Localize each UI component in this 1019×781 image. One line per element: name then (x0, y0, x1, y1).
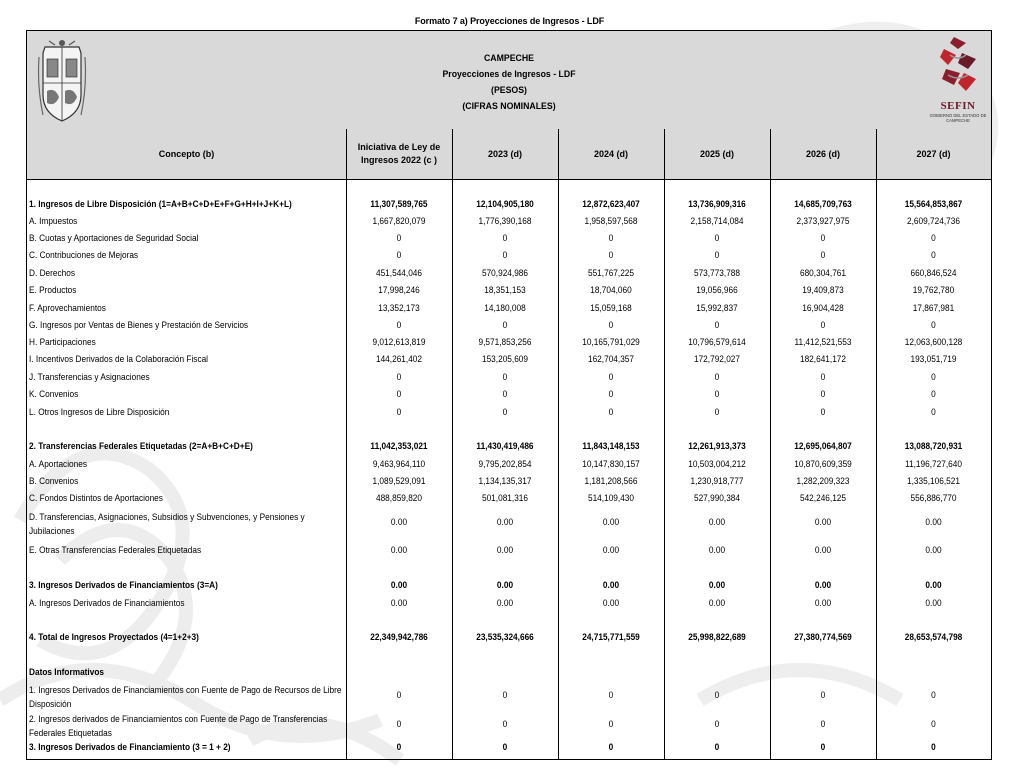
row-value: 2,609,724,736 (907, 216, 960, 226)
row-value: 12,695,064,807 (794, 441, 852, 451)
row-value: 0 (714, 233, 720, 243)
row-value: 0 (396, 407, 402, 417)
row-label: 1. Ingresos Derivados de Financiamientos con Fuente de Pago de Recursos de Libre Disposición (29, 685, 342, 709)
row-label: F. Aprovechamientos (29, 303, 106, 313)
row-value: 0 (820, 372, 826, 382)
row-label: C. Fondos Distintos de Aportaciones (29, 493, 163, 503)
row-value: 0 (820, 389, 826, 399)
row-value: 0 (502, 372, 508, 382)
row-value: 2,158,714,084 (690, 216, 744, 226)
row-label: B. Cuotas y Aportaciones de Seguridad Social (29, 233, 199, 243)
row-value: 9,012,613,819 (372, 337, 426, 347)
row-label: A. Impuestos (29, 216, 78, 226)
heading-report-name: Proyecciones de Ingresos - LDF (442, 69, 576, 80)
row-label: E. Productos (29, 285, 77, 295)
row-value: 22,349,942,786 (370, 632, 428, 642)
row-value: 18,704,060 (590, 285, 632, 295)
row-label: J. Transferencias y Asignaciones (29, 372, 150, 382)
row-value: 0.00 (602, 517, 620, 527)
row-label: 3. Ingresos Derivados de Financiamientos (3=A) (29, 580, 218, 590)
row-value: 9,571,853,256 (478, 337, 532, 347)
row-value: 28,653,574,798 (904, 632, 963, 642)
row-value: 0.00 (708, 545, 726, 555)
row-value: 0 (931, 233, 936, 243)
heading-state: CAMPECHE (483, 53, 535, 64)
row-value: 0 (396, 250, 402, 260)
row-value: 0 (931, 320, 936, 330)
row-value: 172,792,027 (693, 354, 741, 364)
row-value: 0 (931, 389, 936, 399)
row-value: 144,261,402 (375, 354, 423, 364)
column-divider (876, 129, 877, 759)
row-value: 12,872,623,407 (582, 199, 640, 209)
row-value: 0 (820, 407, 826, 417)
row-value: 1,134,135,317 (478, 476, 532, 486)
row-value: 680,304,761 (799, 268, 847, 278)
row-value: 0 (502, 407, 508, 417)
row-value: 0.00 (925, 545, 942, 555)
row-value: 0 (608, 233, 614, 243)
row-value: 0.00 (925, 598, 942, 608)
row-value: 0 (502, 690, 508, 700)
row-value: 0 (820, 719, 826, 729)
report-heading (66, 51, 953, 115)
row-value: 0 (396, 372, 402, 382)
row-value: 18,351,153 (484, 285, 526, 295)
row-value: 9,795,202,854 (478, 459, 532, 469)
row-value: 0 (714, 389, 720, 399)
column-header-year: 2025 (d) (699, 148, 734, 159)
row-value: 0 (931, 742, 936, 752)
sefin-wordmark: SEFIN (940, 100, 976, 112)
row-value: 0.00 (390, 580, 408, 590)
row-value: 1,335,106,521 (907, 476, 960, 486)
row-value: 0.00 (814, 598, 832, 608)
row-value: 0 (931, 407, 936, 417)
row-label: D. Transferencias, Asignaciones, Subsidios y Subvenciones, y Pensiones y Jubilaciones (29, 512, 305, 536)
row-label: L. Otros Ingresos de Libre Disposición (29, 407, 170, 417)
row-value: 162,704,357 (587, 354, 635, 364)
column-divider (558, 129, 559, 759)
row-value: 501,081,316 (481, 493, 529, 503)
row-value: 0 (396, 389, 402, 399)
row-value: 0 (396, 690, 402, 700)
row-value: 0 (396, 233, 402, 243)
row-value: 0 (714, 407, 720, 417)
row-value: 0 (608, 407, 614, 417)
row-value: 1,667,820,079 (372, 216, 426, 226)
column-header-concepto: Concepto (b) (158, 148, 215, 159)
row-value: 0 (714, 372, 720, 382)
row-value: 514,109,430 (587, 493, 635, 503)
row-value: 0 (502, 233, 508, 243)
row-value: 0 (608, 719, 614, 729)
row-value: 193,051,719 (910, 354, 957, 364)
row-value: 11,042,353,021 (370, 441, 428, 451)
row-value: 0 (502, 742, 508, 752)
row-value: 1,958,597,568 (584, 216, 638, 226)
row-value: 10,870,609,359 (794, 459, 852, 469)
row-value: 2,373,927,975 (796, 216, 850, 226)
row-value: 1,776,390,168 (478, 216, 532, 226)
row-value: 0 (396, 719, 402, 729)
row-value: 0.00 (925, 580, 942, 590)
format-title: Formato 7 a) Proyecciones de Ingresos - LDF (414, 16, 605, 26)
row-value: 12,261,913,373 (688, 441, 746, 451)
row-value: 0.00 (814, 545, 832, 555)
row-label: D. Derechos (29, 268, 76, 278)
row-value: 0 (820, 233, 826, 243)
row-value: 27,380,774,569 (794, 632, 852, 642)
row-value: 10,503,004,212 (688, 459, 746, 469)
row-value: 0 (502, 320, 508, 330)
heading-figures: (CIFRAS NOMINALES) (462, 101, 556, 112)
row-value: 11,307,589,765 (370, 199, 428, 209)
row-value: 14,180,008 (484, 303, 526, 313)
row-value: 0 (608, 690, 614, 700)
row-value: 0 (714, 742, 720, 752)
sefin-logo (925, 35, 991, 127)
row-value: 10,147,830,157 (582, 459, 640, 469)
row-value: 0.00 (390, 545, 408, 555)
row-value: 0 (608, 372, 614, 382)
row-value: 0 (820, 690, 826, 700)
row-value: 1,230,918,777 (690, 476, 744, 486)
row-value: 17,998,246 (378, 285, 420, 295)
row-value: 0 (714, 719, 720, 729)
row-value: 11,196,727,640 (905, 459, 962, 469)
row-label: A. Ingresos Derivados de Financiamientos (29, 598, 185, 608)
row-value: 527,990,384 (693, 493, 741, 503)
row-value: 11,843,148,153 (582, 441, 640, 451)
row-label: 2. Transferencias Federales Etiquetadas (2=A+B+C+D+E) (29, 441, 253, 451)
row-label: C. Contribuciones de Mejoras (29, 250, 139, 260)
row-value: 17,867,981 (912, 303, 955, 313)
row-value: 0.00 (925, 517, 942, 527)
row-label: 4. Total de Ingresos Proyectados (4=1+2+3) (29, 632, 199, 642)
row-label: I. Incentivos Derivados de la Colaboración Fiscal (29, 354, 209, 364)
row-value: 10,796,579,614 (688, 337, 746, 347)
column-header-year: 2024 (d) (593, 148, 628, 159)
row-value: 451,544,046 (375, 268, 423, 278)
row-value: 1,181,208,566 (584, 476, 638, 486)
column-divider (770, 129, 771, 759)
row-value: 15,564,853,867 (904, 199, 963, 209)
report-frame (26, 30, 992, 760)
row-value: 0.00 (496, 580, 514, 590)
row-value: 9,463,964,110 (372, 459, 426, 469)
column-header-year: 2023 (d) (487, 148, 522, 159)
row-value: 11,412,521,553 (794, 337, 852, 347)
row-value: 0.00 (708, 517, 726, 527)
row-value: 0 (502, 389, 508, 399)
row-value: 153,205,609 (481, 354, 529, 364)
row-value: 13,736,909,316 (688, 199, 746, 209)
row-value: 0.00 (708, 580, 726, 590)
row-value: 16,904,428 (802, 303, 844, 313)
row-value: 0.00 (708, 598, 726, 608)
row-value: 1,089,529,091 (372, 476, 426, 486)
sefin-subtext: GOBIERNO DEL ESTADO DE CAMPECHE (929, 113, 987, 123)
row-value: 0 (714, 320, 720, 330)
row-value: 0 (608, 742, 614, 752)
column-header-year: Iniciativa de Ley de Ingresos 2022 (c ) (357, 142, 441, 165)
row-value: 0 (931, 372, 936, 382)
row-value: 15,992,837 (696, 303, 738, 313)
column-header-year: 2026 (d) (805, 148, 840, 159)
row-value: 0.00 (390, 517, 408, 527)
row-value: 15,059,168 (590, 303, 632, 313)
row-value: 0.00 (496, 545, 514, 555)
row-value: 542,246,125 (799, 493, 847, 503)
report-header (27, 31, 991, 130)
row-value: 0 (396, 742, 402, 752)
row-value: 660,846,524 (910, 268, 957, 278)
row-value: 0 (931, 719, 936, 729)
row-value: 12,063,600,128 (904, 337, 963, 347)
row-value: 556,886,770 (910, 493, 957, 503)
row-label: G. Ingresos por Ventas de Bienes y Prestación de Servicios (29, 320, 249, 330)
row-value: 182,641,172 (799, 354, 847, 364)
row-value: 14,685,709,763 (794, 199, 852, 209)
row-value: 570,924,986 (481, 268, 529, 278)
row-value: 573,773,788 (693, 268, 741, 278)
row-label: A. Aportaciones (29, 459, 88, 469)
row-value: 0 (608, 389, 614, 399)
row-value: 0.00 (602, 598, 620, 608)
row-value: 19,762,780 (912, 285, 955, 295)
column-divider (452, 129, 453, 759)
row-value: 13,352,173 (378, 303, 420, 313)
row-value: 24,715,771,559 (582, 632, 640, 642)
row-value: 0.00 (390, 598, 408, 608)
row-value: 0.00 (496, 517, 514, 527)
row-value: 0.00 (496, 598, 514, 608)
column-divider (664, 129, 665, 759)
row-value: 12,104,905,180 (476, 199, 534, 209)
row-value: 0 (820, 320, 826, 330)
row-value: 1,282,209,323 (796, 476, 850, 486)
row-value: 0 (608, 320, 614, 330)
column-divider (346, 129, 347, 759)
row-value: 0 (931, 250, 936, 260)
row-value: 488,859,820 (375, 493, 423, 503)
column-header-year: 2027 (d) (916, 148, 951, 159)
row-value: 11,430,419,486 (476, 441, 534, 451)
sefin-emblem-icon (936, 35, 980, 95)
row-value: 0 (714, 690, 720, 700)
heading-currency: (PESOS) (491, 85, 527, 96)
row-label: 3. Ingresos Derivados de Financiamiento (3 = 1 + 2) (29, 742, 231, 752)
row-label: 1. Ingresos de Libre Disposición (1=A+B+C+D+E+F+G+H+I+J+K+L) (29, 199, 292, 209)
row-value: 0.00 (602, 545, 620, 555)
row-value: 0 (608, 250, 614, 260)
row-value: 19,056,966 (696, 285, 738, 295)
row-label: E. Otras Transferencias Federales Etiquetadas (29, 545, 202, 555)
row-value: 0 (502, 250, 508, 260)
row-label: B. Convenios (29, 476, 79, 486)
row-value: 25,998,822,689 (688, 632, 746, 642)
row-value: 13,088,720,931 (904, 441, 963, 451)
row-value: 23,535,324,666 (476, 632, 534, 642)
row-label: H. Participaciones (29, 337, 96, 347)
row-value: 0 (820, 742, 826, 752)
row-value: 19,409,873 (802, 285, 844, 295)
row-label: Datos Informativos (29, 667, 104, 677)
row-label: 2. Ingresos derivados de Financiamientos con Fuente de Pago de Transferencias Federales Etiquetadas (29, 714, 328, 738)
row-value: 0 (502, 719, 508, 729)
row-value: 0 (396, 320, 402, 330)
row-value: 0.00 (602, 580, 620, 590)
row-value: 551,767,225 (587, 268, 635, 278)
row-value: 0 (714, 250, 720, 260)
row-label: K. Convenios (29, 389, 79, 399)
row-value: 0 (820, 250, 826, 260)
row-value: 10,165,791,029 (582, 337, 640, 347)
row-value: 0.00 (814, 517, 832, 527)
row-value: 0.00 (814, 580, 832, 590)
row-value: 0 (931, 690, 936, 700)
